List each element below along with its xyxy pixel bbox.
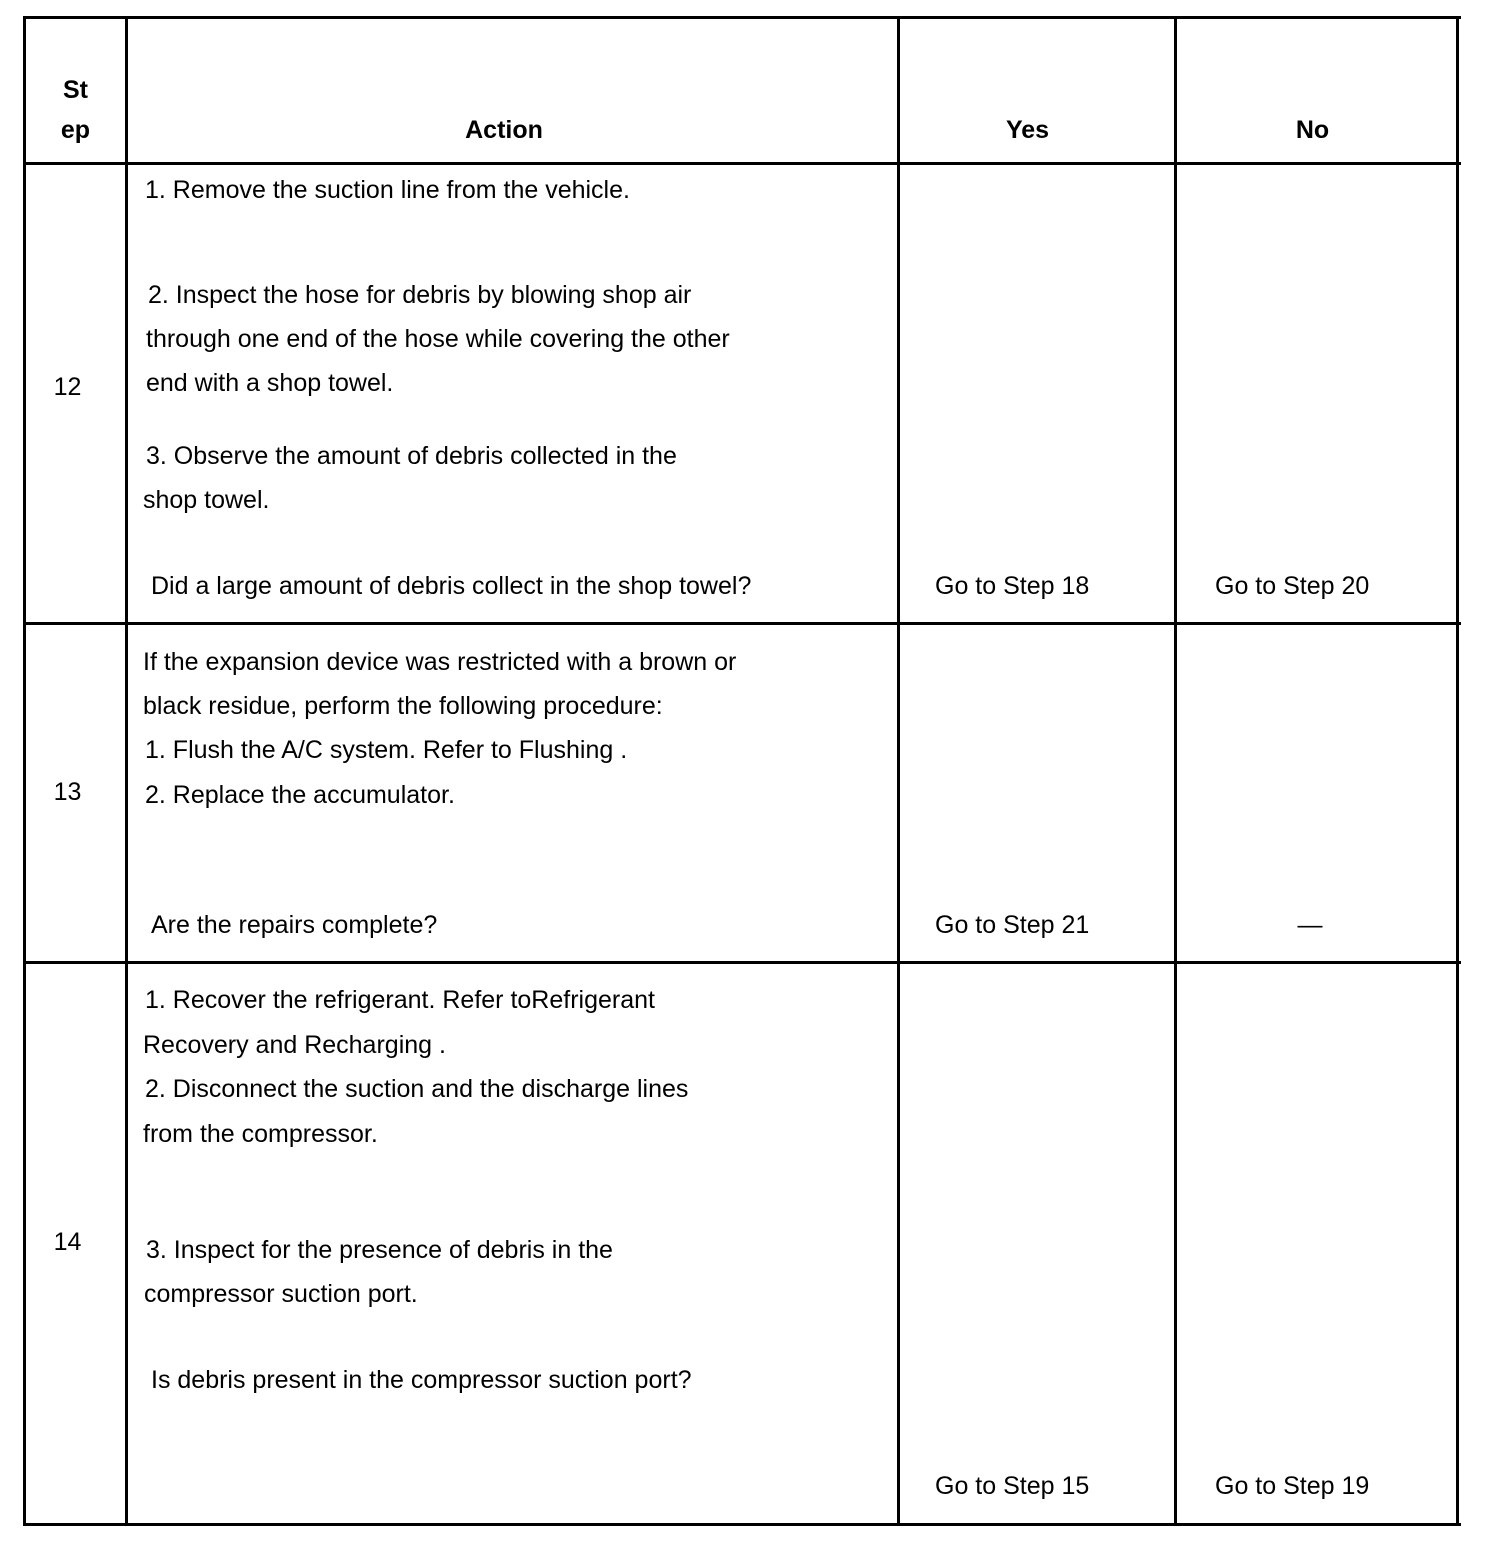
step-number: 14 — [53, 1228, 82, 1256]
action-line: 3. Observe the amount of debris collected in the — [146, 442, 677, 470]
action-line: end with a shop towel. — [146, 369, 394, 397]
action-question: Did a large amount of debris collect in the shop towel? — [151, 572, 752, 600]
action-line: from the compressor. — [143, 1120, 378, 1148]
diagnostic-table — [23, 16, 1461, 1526]
action-line: 2. Inspect the hose for debris by blowing shop air — [148, 281, 692, 309]
action-line: 1. Recover the refrigerant. Refer toRefrigerant — [145, 986, 655, 1014]
step-number: 13 — [53, 778, 82, 806]
action-line: 3. Inspect for the presence of debris in the — [146, 1236, 613, 1264]
action-line: If the expansion device was restricted with a brown or — [143, 648, 737, 676]
table-border-top — [23, 16, 1461, 19]
table-border-bottom — [23, 1523, 1461, 1526]
action-line: 1. Flush the A/C system. Refer to Flushing . — [145, 736, 628, 764]
row-divider — [23, 622, 1461, 625]
header-step-line1: St — [63, 76, 88, 104]
header-divider — [23, 162, 1461, 165]
header-no: No — [1295, 116, 1330, 144]
action-line: 2. Replace the accumulator. — [145, 781, 455, 809]
action-line: compressor suction port. — [144, 1280, 418, 1308]
no-outcome: — — [1297, 911, 1323, 939]
table-border-right — [1456, 16, 1459, 1526]
yes-outcome: Go to Step 18 — [935, 572, 1090, 600]
yes-outcome: Go to Step 15 — [935, 1472, 1090, 1500]
yes-outcome: Go to Step 21 — [935, 911, 1090, 939]
header-action: Action — [465, 116, 543, 144]
action-question: Are the repairs complete? — [151, 911, 438, 939]
column-divider — [125, 16, 128, 1526]
header-step-line2: ep — [60, 116, 91, 144]
column-divider — [897, 16, 900, 1526]
action-line: black residue, perform the following procedure: — [143, 692, 663, 720]
no-outcome: Go to Step 19 — [1215, 1472, 1370, 1500]
row-divider — [23, 961, 1461, 964]
action-line: 1. Remove the suction line from the vehicle. — [145, 176, 630, 204]
no-outcome: Go to Step 20 — [1215, 572, 1370, 600]
column-divider — [1174, 16, 1177, 1526]
action-line: shop towel. — [143, 486, 270, 514]
action-line: Recovery and Recharging . — [143, 1031, 446, 1059]
step-number: 12 — [53, 373, 82, 401]
action-question: Is debris present in the compressor suction port? — [151, 1366, 692, 1394]
header-yes: Yes — [1005, 116, 1050, 144]
action-line: through one end of the hose while covering the other — [146, 325, 730, 353]
action-line: 2. Disconnect the suction and the discharge lines — [145, 1075, 689, 1103]
